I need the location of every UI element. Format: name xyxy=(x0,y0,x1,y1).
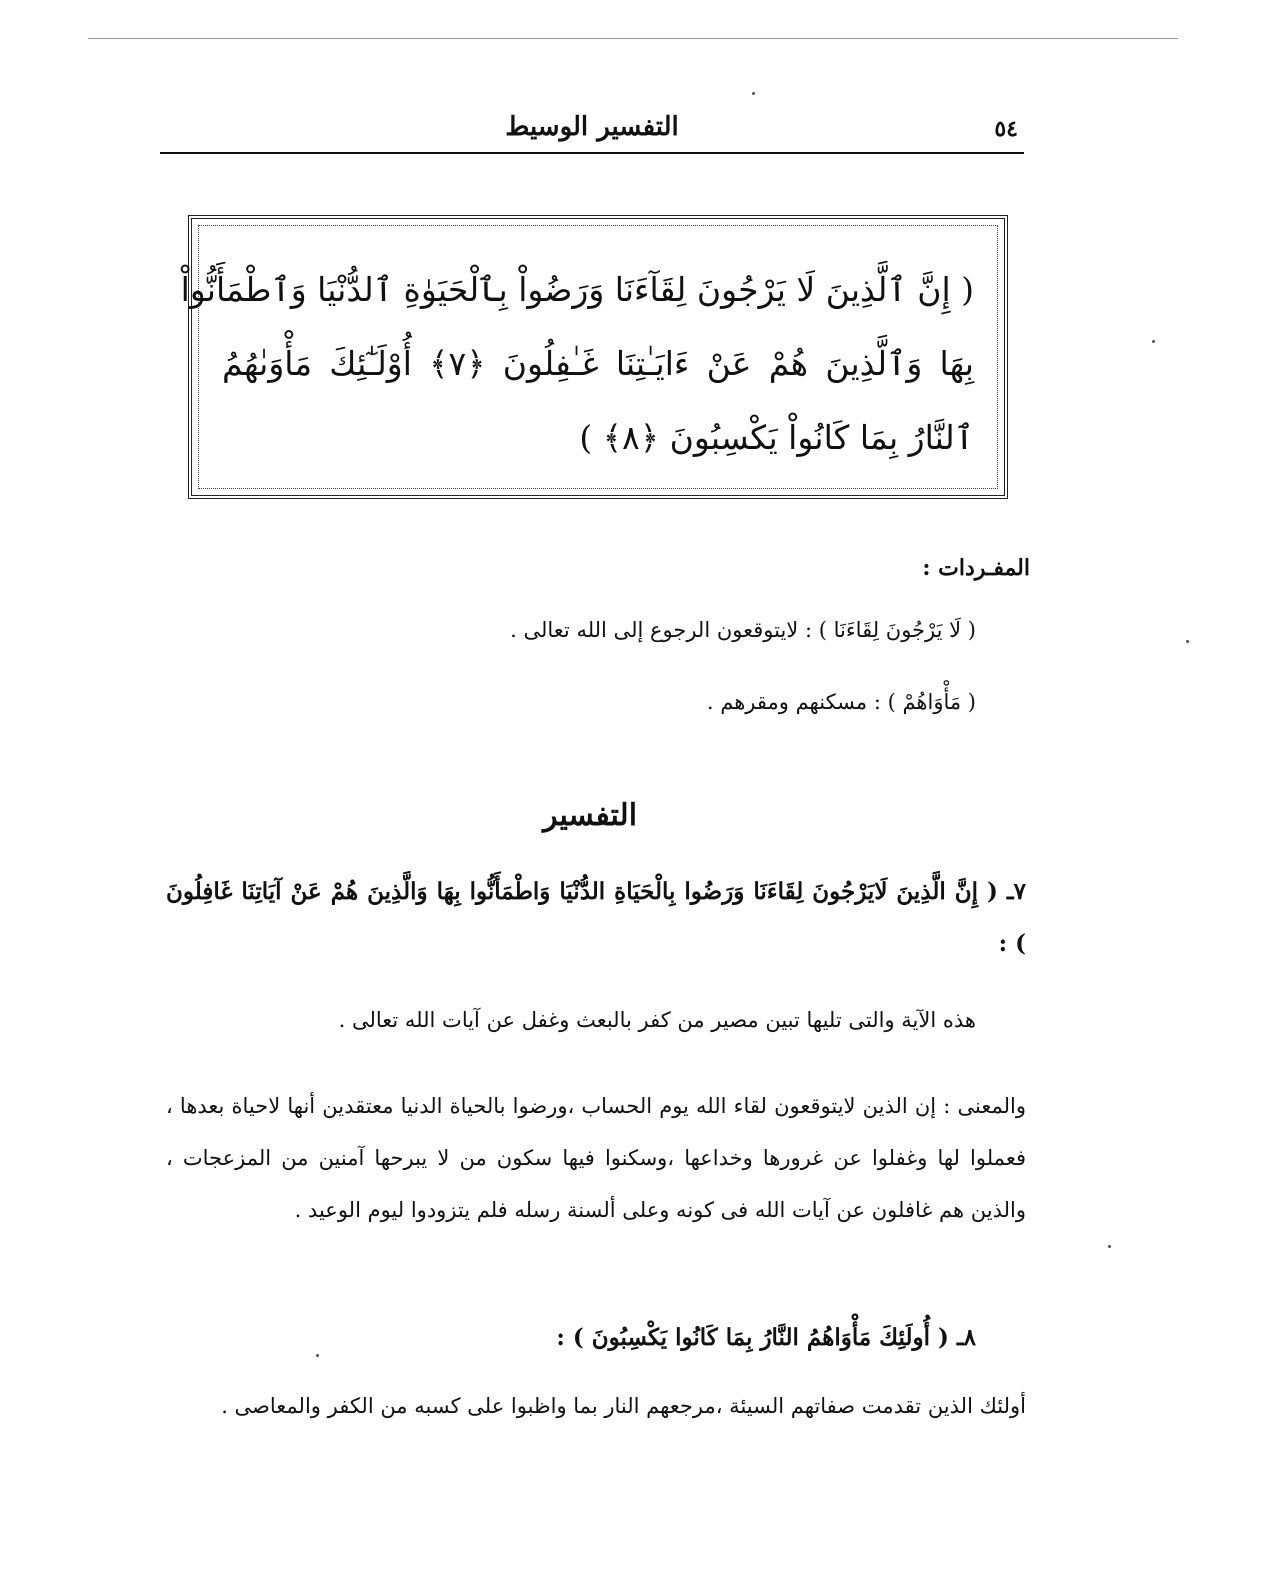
verse-line-2: بِهَا وَٱلَّذِينَ هُمْ عَنْ ءَايَـٰتِنَا غَـٰفِلُونَ ﴿٧﴾ أُوْلَـٰٓئِكَ مَأْوَىٰهُمُ xyxy=(222,344,974,383)
page-number: ٥٤ xyxy=(994,116,1018,142)
book-title: التفسير الوسيط xyxy=(505,112,679,142)
tafsir-paragraph-1: هذه الآية والتى تليها تبين مصير من كفر بالبعث وغفل عن آيات الله تعالى . xyxy=(338,1008,976,1032)
vocabulary-item-2: ( مَأْوَاهُمْ ) : مسكنهم ومقرهم . xyxy=(706,690,976,714)
scan-speck xyxy=(1152,340,1155,343)
tafsir-paragraph-3: أولئك الذين تقدمت صفاتهم السيئة ،مرجعهم النار بما واظبوا على كسبه من الكفر والمعاصى . xyxy=(221,1394,1026,1418)
header-rule xyxy=(160,152,1024,154)
tafsir-title: التفسير xyxy=(542,798,638,833)
scan-speck xyxy=(1186,640,1189,643)
quran-verse-box xyxy=(180,215,1008,499)
scan-speck xyxy=(1108,1245,1111,1248)
scan-edge-line xyxy=(88,38,1178,39)
verse7-heading: ٧ـ ( إِنَّ الَّذِينَ لَايَرْجُونَ لِقَاءَنَا وَرَضُوا بِالْحَيَاةِ الدُّنْيَا وَاطْمَأَنُّوا بِهَا وَالَّذِينَ هُمْ عَنْ آيَاتِنَا غَافِلُونَ ) : xyxy=(166,878,1026,957)
verse-line-3: ٱلنَّارُ بِمَا كَانُواْ يَكْسِبُونَ ﴿٨﴾ ) xyxy=(579,418,974,457)
page-header xyxy=(160,112,1024,152)
scan-speck xyxy=(316,1354,319,1357)
scan-speck xyxy=(752,92,755,95)
vocabulary-title: المفـردات : xyxy=(922,555,1030,581)
tafsir-paragraph-2: والمعنى : إن الذين لايتوقعون لقاء الله يوم الحساب ،ورضوا بالحياة الدنيا معتقدين أنها لاحياة بعدها ، فعملوا لها وغفلوا عن غرورها وخداعها ،وسكنوا فيها سكون من لا يبرحها آمنين من المزعجات ، والذين هم غافلون عن آيات الله فى كونه وعلى ألسنة رسله فلم يتزودوا ليوم الوعيد . xyxy=(166,1094,1026,1222)
vocabulary-item-1: ( لَا يَرْجُونَ لِقَاءَنَا ) : لايتوقعون الرجوع إلى الله تعالى . xyxy=(510,618,976,642)
verse8-heading: ٨ـ ( أُولَئِكَ مَأْوَاهُمُ النَّارُ بِمَا كَانُوا يَكْسِبُونَ ) : xyxy=(556,1324,976,1351)
verse-line-1: ( إِنَّ ٱلَّذِينَ لَا يَرْجُونَ لِقَآءَنَا وَرَضُواْ بِٱلْحَيَوٰةِ ٱلدُّنْيَا وَٱطْمَأَنُّواْ xyxy=(180,270,974,309)
